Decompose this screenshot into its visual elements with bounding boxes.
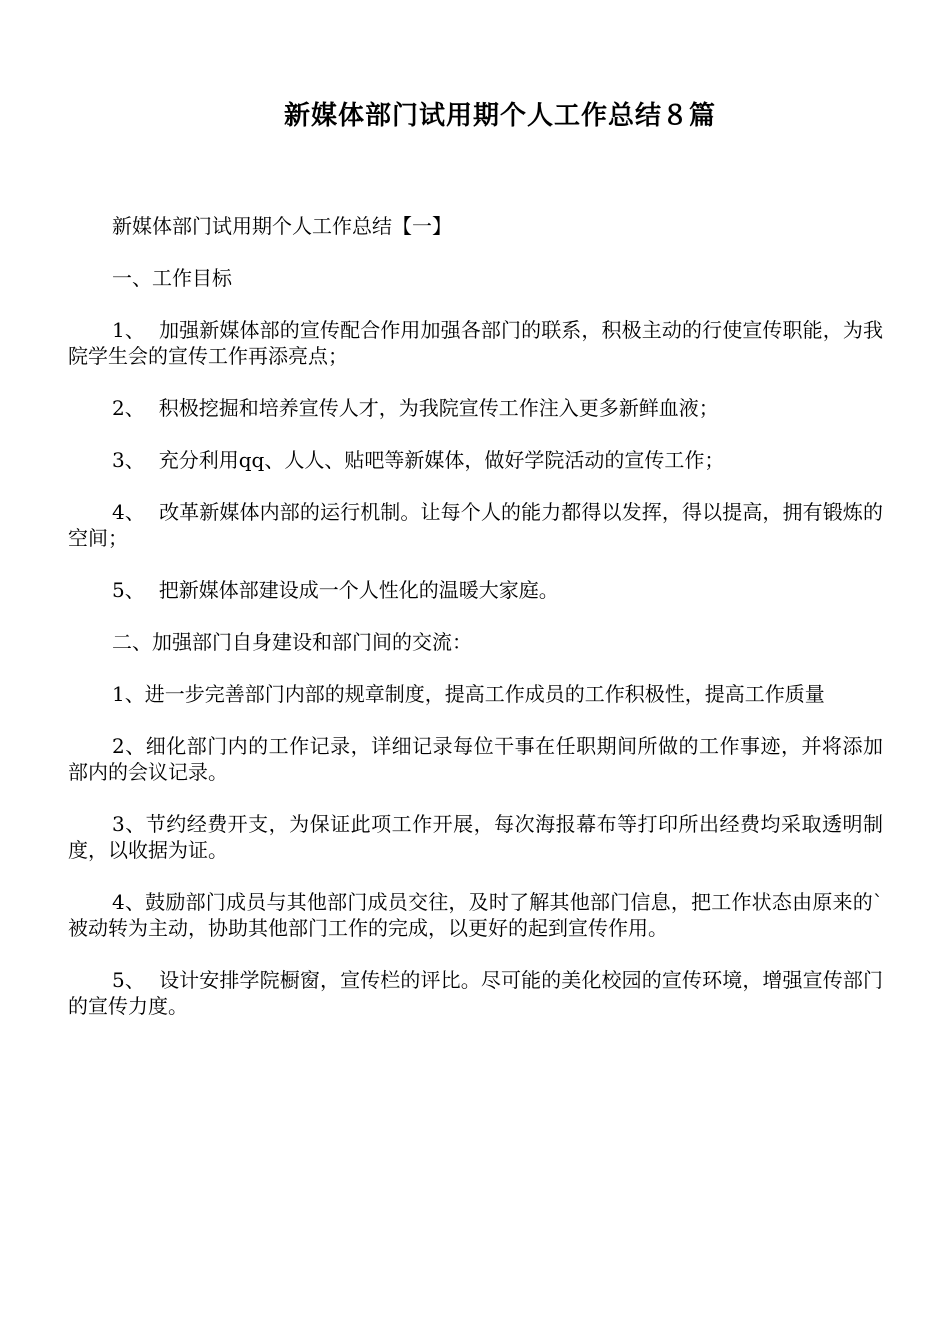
item-number: 3、 (112, 448, 145, 472)
list-item (68, 681, 883, 707)
paragraph-text: 4、鼓励部门成员与其他部门成员交往，及时了解其他部门信息，把工作状态由原来的`被动转为主动，协助其他部门工作的完成，以更好的起到宣传作用。 (68, 890, 883, 940)
list-item (68, 395, 883, 421)
paragraph-text: 充分利用qq、人人、贴吧等新媒体，做好学院活动的宣传工作； (158, 448, 725, 472)
paragraph-text: 把新媒体部建设成一个人性化的温暖大家庭。 (158, 578, 559, 602)
paragraph-text: 积极挖掘和培养宣传人才，为我院宣传工作注入更多新鲜血液； (158, 396, 719, 420)
list-item (68, 733, 883, 785)
list-item (68, 889, 883, 941)
document-title: 新媒体部门试用期个人工作总结８篇 (283, 101, 716, 131)
item-number: 4、 (112, 500, 145, 524)
paragraph-text: 一、工作目标 (112, 266, 232, 290)
section-heading (68, 265, 883, 291)
list-item (68, 967, 883, 1019)
list-item (68, 447, 883, 473)
item-number: 5、 (112, 968, 145, 992)
paragraph-text: 1、进一步完善部门内部的规章制度，提高工作成员的工作积极性，提高工作质量 (112, 682, 825, 706)
list-item (68, 317, 883, 369)
item-number: 5、 (112, 578, 145, 602)
document-body (68, 213, 883, 1045)
paragraph-text: 3、节约经费开支，为保证此项工作开展，每次海报幕布等打印所出经费均采取透明制度，以收据为证。 (68, 812, 883, 862)
item-number: 1、 (112, 318, 145, 342)
list-item (68, 499, 883, 551)
section-heading (68, 629, 883, 655)
paragraph-text: 新媒体部门试用期个人工作总结【一】 (112, 214, 452, 238)
paragraph-text: 改革新媒体内部的运行机制。让每个人的能力都得以发挥，得以提高，拥有锻炼的空间； (68, 500, 883, 550)
list-item (68, 811, 883, 863)
list-item (68, 577, 883, 603)
paragraph-text: 加强新媒体部的宣传配合作用加强各部门的联系，积极主动的行使宣传职能，为我院学生会的宣传工作再添亮点； (68, 318, 883, 368)
paragraph-text: 设计安排学院橱窗，宣传栏的评比。尽可能的美化校园的宣传环境，增强宣传部门的宣传力度。 (68, 968, 883, 1018)
paragraph-text: 2、细化部门内的工作记录，详细记录每位干事在任职期间所做的工作事迹，并将添加部内的会议记录。 (68, 734, 883, 784)
paragraph-text: 二、加强部门自身建设和部门间的交流： (112, 630, 472, 654)
section-heading (68, 213, 883, 239)
item-number: 2、 (112, 396, 145, 420)
